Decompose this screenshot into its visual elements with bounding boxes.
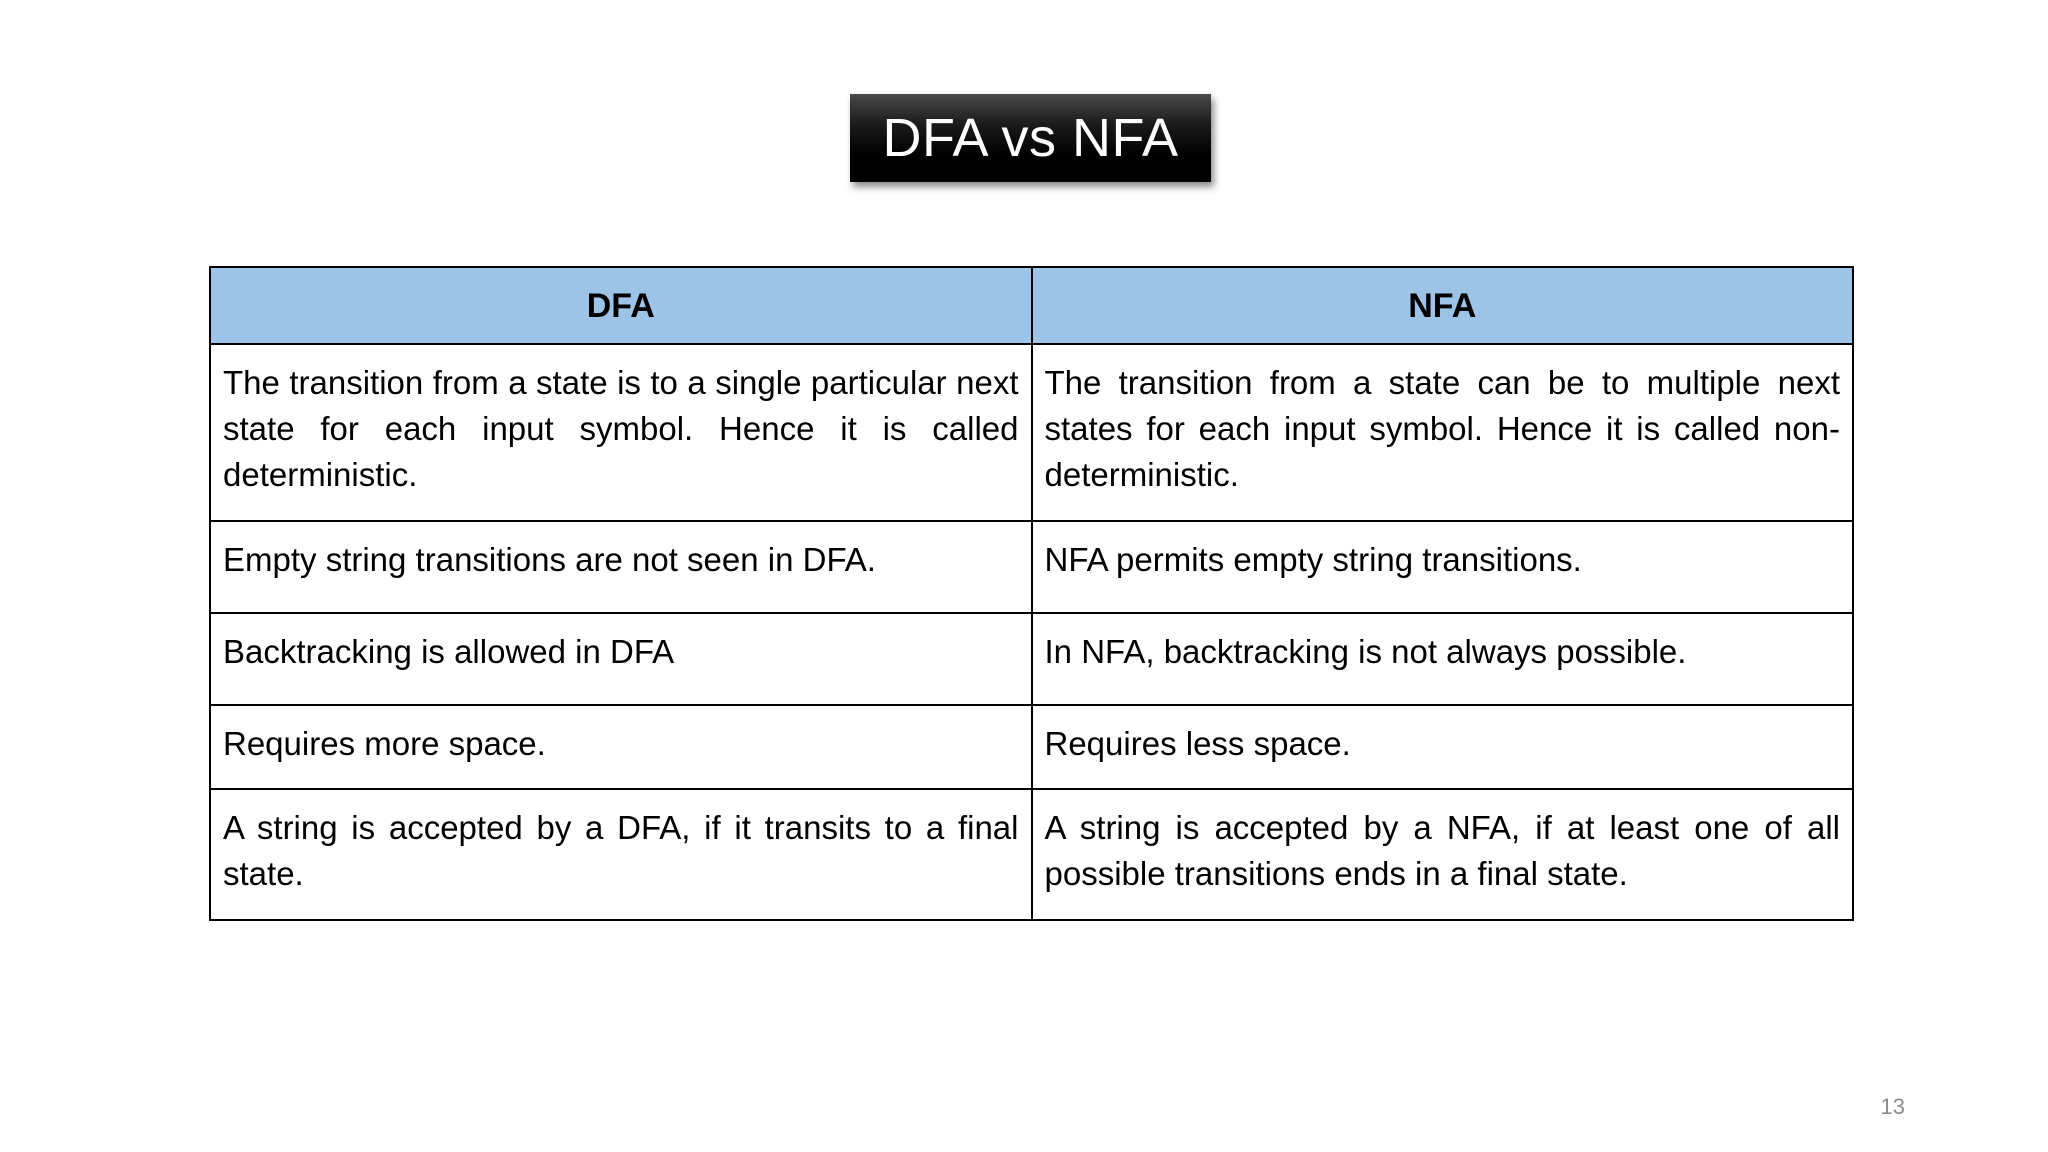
cell-nfa: NFA permits empty string transitions. bbox=[1032, 521, 1854, 613]
table-row bbox=[210, 344, 1853, 521]
table-header-row bbox=[210, 267, 1853, 344]
cell-dfa: Empty string transitions are not seen in DFA. bbox=[210, 521, 1032, 613]
cell-nfa: The transition from a state can be to multiple next states for each input symbol. Hence it is called non-deterministic. bbox=[1032, 344, 1854, 521]
header-dfa: DFA bbox=[210, 267, 1032, 344]
comparison-table bbox=[209, 266, 1854, 921]
title-box bbox=[850, 94, 1211, 182]
cell-dfa: A string is accepted by a DFA, if it transits to a final state. bbox=[210, 789, 1032, 920]
cell-nfa: Requires less space. bbox=[1032, 705, 1854, 789]
table-row bbox=[210, 789, 1853, 920]
cell-nfa: A string is accepted by a NFA, if at least one of all possible transitions ends in a final state. bbox=[1032, 789, 1854, 920]
header-nfa: NFA bbox=[1032, 267, 1854, 344]
table-row bbox=[210, 521, 1853, 613]
cell-dfa: The transition from a state is to a single particular next state for each input symbol. Hence it is called deterministic. bbox=[210, 344, 1032, 521]
page-number: 13 bbox=[1880, 1094, 1905, 1119]
cell-dfa: Requires more space. bbox=[210, 705, 1032, 789]
cell-dfa: Backtracking is allowed in DFA bbox=[210, 613, 1032, 705]
slide-title: DFA vs NFA bbox=[882, 108, 1179, 168]
cell-nfa: In NFA, backtracking is not always possible. bbox=[1032, 613, 1854, 705]
table-row bbox=[210, 705, 1853, 789]
table-row bbox=[210, 613, 1853, 705]
